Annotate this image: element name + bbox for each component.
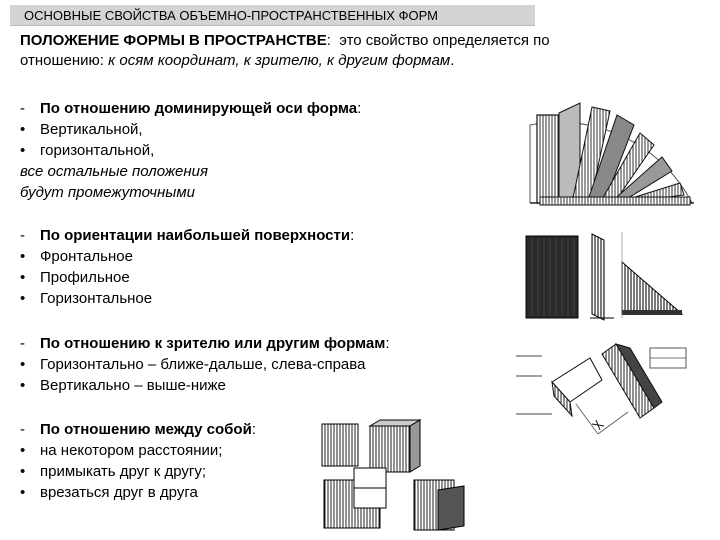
section-title: По отношению между собой xyxy=(40,421,252,438)
bullet-mark: • xyxy=(20,484,26,501)
section-surface-orientation xyxy=(20,225,450,309)
list-item-text: Профильное xyxy=(40,269,130,286)
list-item-text: Фронтальное xyxy=(40,248,133,265)
bullet-mark: • xyxy=(20,269,26,286)
dash-mark: - xyxy=(20,100,25,117)
list-item-text: Горизонтально – ближе-дальше, слева-справа xyxy=(40,356,366,373)
bullet-mark: • xyxy=(20,463,26,480)
mutual-relation-illustration xyxy=(318,418,470,536)
section-viewer-relation xyxy=(20,333,450,396)
header-bar xyxy=(10,5,535,26)
list-item-text: Вертикальной, xyxy=(40,121,143,138)
list-item-text: врезаться друг в друга xyxy=(40,484,198,501)
section-colon: : xyxy=(350,227,355,244)
list-item-text: Горизонтальное xyxy=(40,290,153,307)
section-title-row xyxy=(20,98,450,119)
section-title: По ориентации наибольшей поверхности xyxy=(40,227,351,244)
list-item-text: на некотором расстоянии; xyxy=(40,442,223,459)
dash-mark: - xyxy=(20,227,25,244)
list-item xyxy=(20,288,450,309)
intro-colon: : xyxy=(326,32,331,49)
list-item xyxy=(20,140,450,161)
note-line: будут промежуточными xyxy=(20,184,195,201)
bullet-mark: • xyxy=(20,442,26,459)
note-line: все остальные положения xyxy=(20,163,209,180)
section-title-row xyxy=(20,225,450,246)
intro-text-2: отношению: xyxy=(20,52,104,69)
bullet-mark: • xyxy=(20,377,26,394)
intro-paragraph xyxy=(20,31,680,71)
section-title: По отношению доминирующей оси форма xyxy=(40,100,358,117)
list-item xyxy=(20,354,450,375)
dash-mark: - xyxy=(20,421,25,438)
list-item-text: примыкать друг к другу; xyxy=(40,463,207,480)
axis-rotation-illustration xyxy=(512,85,700,215)
page-title: ОСНОВНЫЕ СВОЙСТВА ОБЪЕМНО-ПРОСТРАНСТВЕННЫХ ФОРМ xyxy=(24,8,438,23)
list-item xyxy=(20,246,450,267)
list-item-text: горизонтальной, xyxy=(40,142,155,159)
bullet-mark: • xyxy=(20,290,26,307)
bullet-mark: • xyxy=(20,356,26,373)
intro-text-1: это свойство определяется по xyxy=(339,32,550,49)
list-item xyxy=(20,267,450,288)
section-title-row xyxy=(20,333,450,354)
dash-mark: - xyxy=(20,335,25,352)
section-colon: : xyxy=(357,100,362,117)
surface-orientation-illustration xyxy=(522,222,690,322)
list-item-text: Вертикально – выше-ниже xyxy=(40,377,226,394)
intro-end: . xyxy=(450,52,455,69)
list-item xyxy=(20,119,450,140)
section-title: По отношению к зрителю или другим формам xyxy=(40,335,386,352)
section-axis-orientation xyxy=(20,98,450,203)
section-colon: : xyxy=(251,421,256,438)
bullet-mark: • xyxy=(20,248,26,265)
intro-text-3: к осям координат, к зрителю, к другим формам xyxy=(108,52,451,69)
intro-heading: ПОЛОЖЕНИЕ ФОРМЫ В ПРОСТРАНСТВЕ xyxy=(20,32,327,49)
list-item xyxy=(20,375,450,396)
bullet-mark: • xyxy=(20,142,26,159)
bullet-mark: • xyxy=(20,121,26,138)
section-colon: : xyxy=(385,335,390,352)
viewer-relation-illustration xyxy=(512,334,690,438)
